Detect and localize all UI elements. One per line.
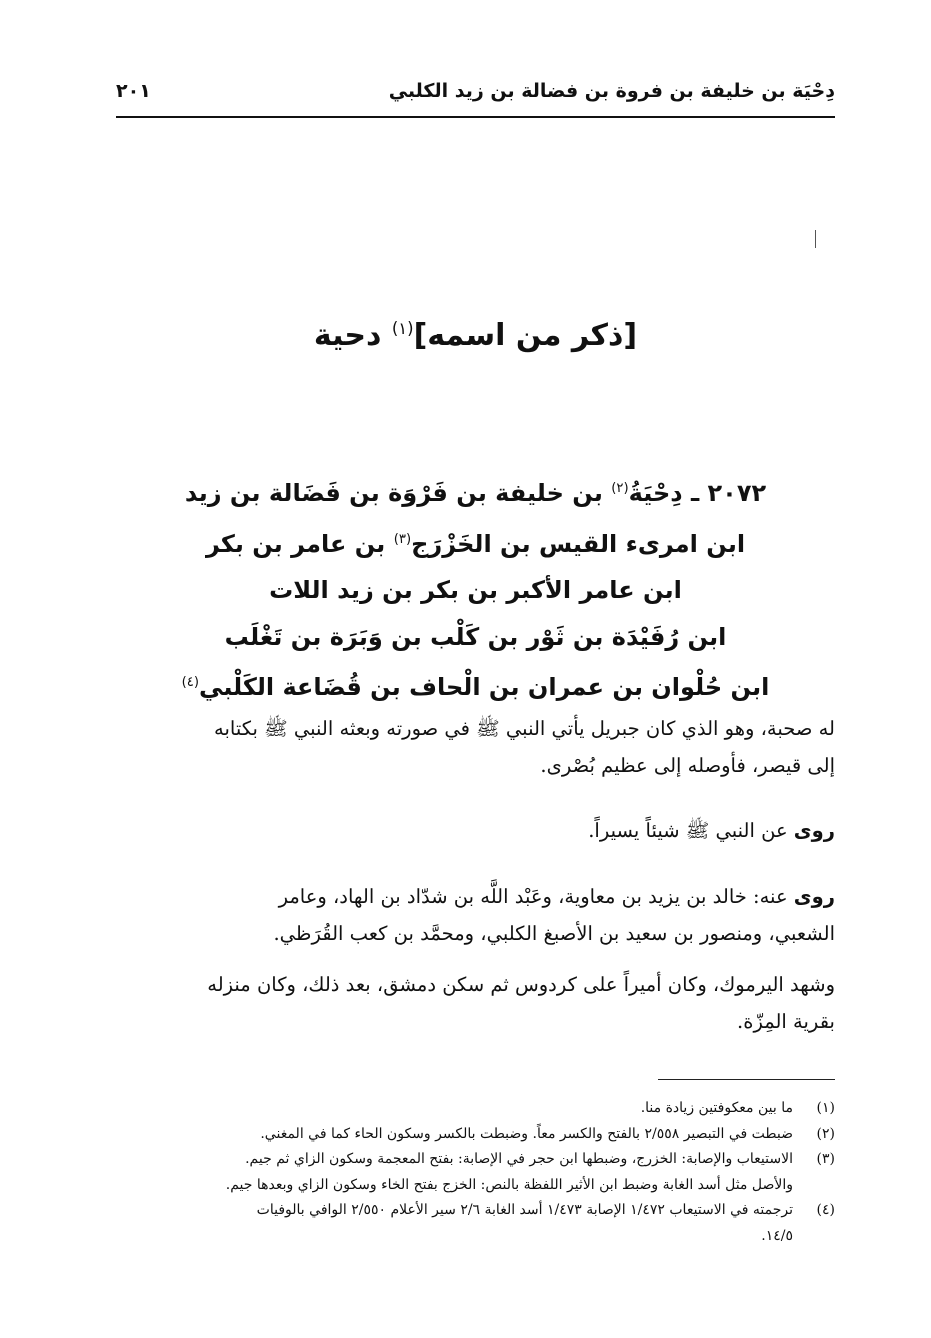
footnote-ref-1: (١) bbox=[391, 319, 414, 338]
footnote-line: الاستيعاب والإصابة: الخزرج، وضبطها ابن حجر في الإصابة: بفتح المعجمة وسكون الزاي ثم جيم. bbox=[245, 1151, 793, 1167]
lineage-line-2 bbox=[116, 517, 835, 568]
paragraph-line: الشعبي، ومنصور بن سعيد بن الأصبغ الكلبي، ومحمَّد بن كعب القُرَظي. bbox=[273, 922, 835, 945]
paragraph-text: عن النبي ﷺ شيئاً يسيراً. bbox=[588, 819, 788, 842]
footnote-line: ١٤/٥. bbox=[761, 1227, 793, 1244]
entry-number-name: ٢٠٧٢ ـ دِحْيَةُ bbox=[628, 479, 767, 507]
paragraph-text: عنه: خالد بن يزيد بن معاوية، وعَبْد اللَّه بن شدّاد بن الهاد، وعامر bbox=[278, 885, 788, 908]
footnote-number: (١) bbox=[816, 1100, 835, 1116]
paragraph-line: بقرية المِزّة. bbox=[737, 1010, 835, 1033]
section-title-name: دحية bbox=[313, 318, 382, 353]
lineage-line-5-text: ابن حُلْوان بن عمران بن الْحاف بن قُضَاعة الكَلْبي bbox=[199, 673, 770, 701]
paragraph-yarmouk bbox=[116, 966, 835, 1040]
lineage-line-3: ابن عامر الأكبر بن بكر بن زيد اللات bbox=[269, 576, 682, 604]
lineage-line-5 bbox=[116, 660, 835, 711]
footnote-text bbox=[116, 1147, 793, 1198]
lineage-line-1 bbox=[116, 466, 835, 517]
footnote-ref-4: (٤) bbox=[181, 675, 200, 690]
footnote-line: ما بين معكوفتين زيادة منا. bbox=[640, 1100, 793, 1116]
section-title-text: [ذكر من اسمه] bbox=[413, 318, 638, 353]
section-title bbox=[116, 318, 835, 353]
margin-mark bbox=[815, 230, 816, 248]
footnote-line: ضبطت في التبصير ٢/٥٥٨ بالفتح والكسر معاً. وضبطت بالكسر وسكون الحاء كما في المغني. bbox=[260, 1125, 793, 1142]
footnote-number: (٢) bbox=[816, 1125, 835, 1142]
lineage-line-2-start: ابن امرىء القيس بن الخَزْرَج bbox=[411, 529, 746, 558]
footnote-text bbox=[116, 1096, 793, 1122]
paragraph-line bbox=[116, 878, 835, 915]
paragraph-line bbox=[116, 812, 835, 849]
paragraph-companionship bbox=[116, 710, 835, 784]
running-header-title: دِحْيَة بن خليفة بن فروة بن فضالة بن زيد الكلبي bbox=[388, 80, 835, 102]
footnotes bbox=[116, 1096, 835, 1249]
page-number: ٢٠١ bbox=[116, 80, 151, 102]
lineage-line-1-rest: بن خليفة بن فَرْوَة بن فَضَالة بن زيد bbox=[184, 479, 603, 507]
entry-lineage bbox=[116, 466, 835, 711]
footnote-line: والأصل مثل أسد الغابة وضبط ابن الأثير اللفظة بالنص: الخزج بفتح الخاء وسكون الزاي وبعدها جيم. bbox=[225, 1176, 793, 1193]
footnote-text bbox=[116, 1198, 793, 1249]
footnote-item bbox=[116, 1198, 835, 1249]
footnote-item bbox=[116, 1122, 835, 1148]
header-rule bbox=[116, 116, 835, 118]
footnote-text bbox=[116, 1122, 793, 1148]
footnote-number: (٤) bbox=[816, 1202, 835, 1218]
paragraph-narrated-from bbox=[116, 812, 835, 849]
paragraph-line: وشهد اليرموك، وكان أميراً على كردوس ثم سكن دمشق، بعد ذلك، وكان منزله bbox=[207, 973, 835, 996]
paragraph-narrators bbox=[116, 878, 835, 952]
footnote-ref-3: (٣) bbox=[393, 531, 412, 547]
paragraph-line: له صحبة، وهو الذي كان جبريل يأتي النبي ﷺ في صورته وبعثه النبي ﷺ بكتابه bbox=[214, 717, 835, 740]
paragraph-line: إلى قيصر، فأوصله إلى عظيم بُصْرى. bbox=[540, 754, 835, 777]
lineage-line-2-end: بن عامر بن بكر bbox=[205, 529, 386, 558]
footnote-line: ترجمته في الاستيعاب ١/٤٧٢ الإصابة ١/٤٧٣ أسد الغابة ٢/٦ سير الأعلام ٢/٥٥٠ الوافي بالوفيات bbox=[256, 1202, 793, 1218]
footnote-rule bbox=[658, 1079, 835, 1080]
footnote-ref-2: (٢) bbox=[611, 481, 629, 496]
footnote-item bbox=[116, 1096, 835, 1122]
footnote-number: (٣) bbox=[816, 1151, 835, 1167]
footnote-item bbox=[116, 1147, 835, 1198]
paragraph-lead: روى bbox=[793, 885, 835, 908]
paragraph-lead: روى bbox=[793, 819, 835, 842]
running-header bbox=[116, 80, 835, 114]
lineage-line-4: ابن رُفَيْدَة بن ثَوْر بن كَلْب بن وَبَرَة بن تَغْلَب bbox=[224, 622, 727, 651]
